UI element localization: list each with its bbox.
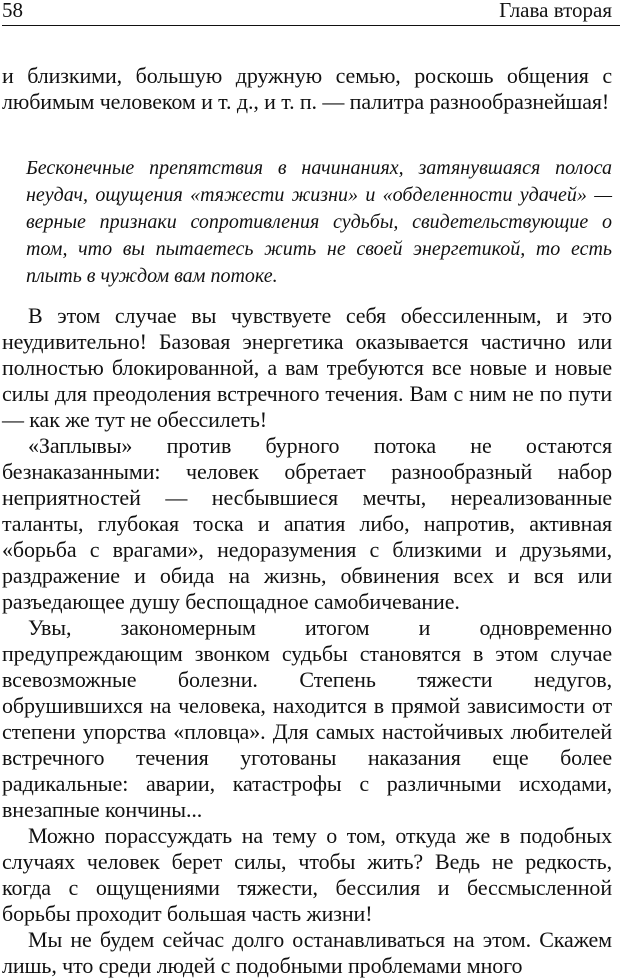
paragraph-continued: и близкими, большую дружную семью, роскошь общения с любимым человеком и т. д., и т. п. — палитра разнообразнейшая! xyxy=(2,63,612,114)
header-rule xyxy=(2,25,620,26)
continued-paragraph xyxy=(2,63,612,115)
paragraph: Увы, закономерным итогом и одновременно предупреждающим звонком судьбы становятся в этом случае всевозможные болезни. Степень тяжести недугов, обрушившихся на человека, находится в прямой зависимости от степени упорства «пловца». Для самых настойчивых любителей встречного течения уготованы наказания еще более радикальные: аварии, катастрофы с различными исходами, внезапные кончины... xyxy=(2,615,612,822)
page-number: 58 xyxy=(2,0,23,22)
main-text xyxy=(2,303,612,979)
paragraph: Мы не будем сейчас долго останавливаться на этом. Скажем лишь, что среди людей с подобными проблемами много xyxy=(2,927,612,978)
paragraph: Можно порассуждать на тему о том, откуда же в подобных случаях человек берет силы, чтобы жить? Ведь не редкость, когда с ощущениями тяжести, бессилия и бессмысленной борьбы проходит большая часть жизни! xyxy=(2,823,612,926)
paragraph: «Заплывы» против бурного потока не остаются безнаказанными: человек обретает разнообразный набор неприятностей — несбывшиеся мечты, нереализованные таланты, глубокая тоска и апатия либо, напротив, активная «борьба с врагами», недоразумения с близкими и друзьями, раздражение и обида на жизнь, обвинения всех и вся или разъедающее душу беспощадное самобичевание. xyxy=(2,433,612,614)
paragraph: В этом случае вы чувствуете себя обессиленным, и это неудивительно! Базовая энергетика оказывается частично или полностью блокированной, а вам требуются все новые и новые силы для преодоления встречного течения. Вам с ним не по пути — как же тут не обессилеть! xyxy=(2,303,612,432)
chapter-title: Глава вторая xyxy=(499,0,612,22)
italic-quote: Бесконечные препятствия в начинаниях, затянувшаяся полоса неудач, ощущения «тяжести жизни» и «обделенности удачей» — верные признаки сопротивления судьбы, свидетельствующие о том, что вы пытаетесь жить не своей энергетикой, то есть плыть в чуждом вам потоке. xyxy=(26,157,612,287)
running-head xyxy=(2,0,612,22)
